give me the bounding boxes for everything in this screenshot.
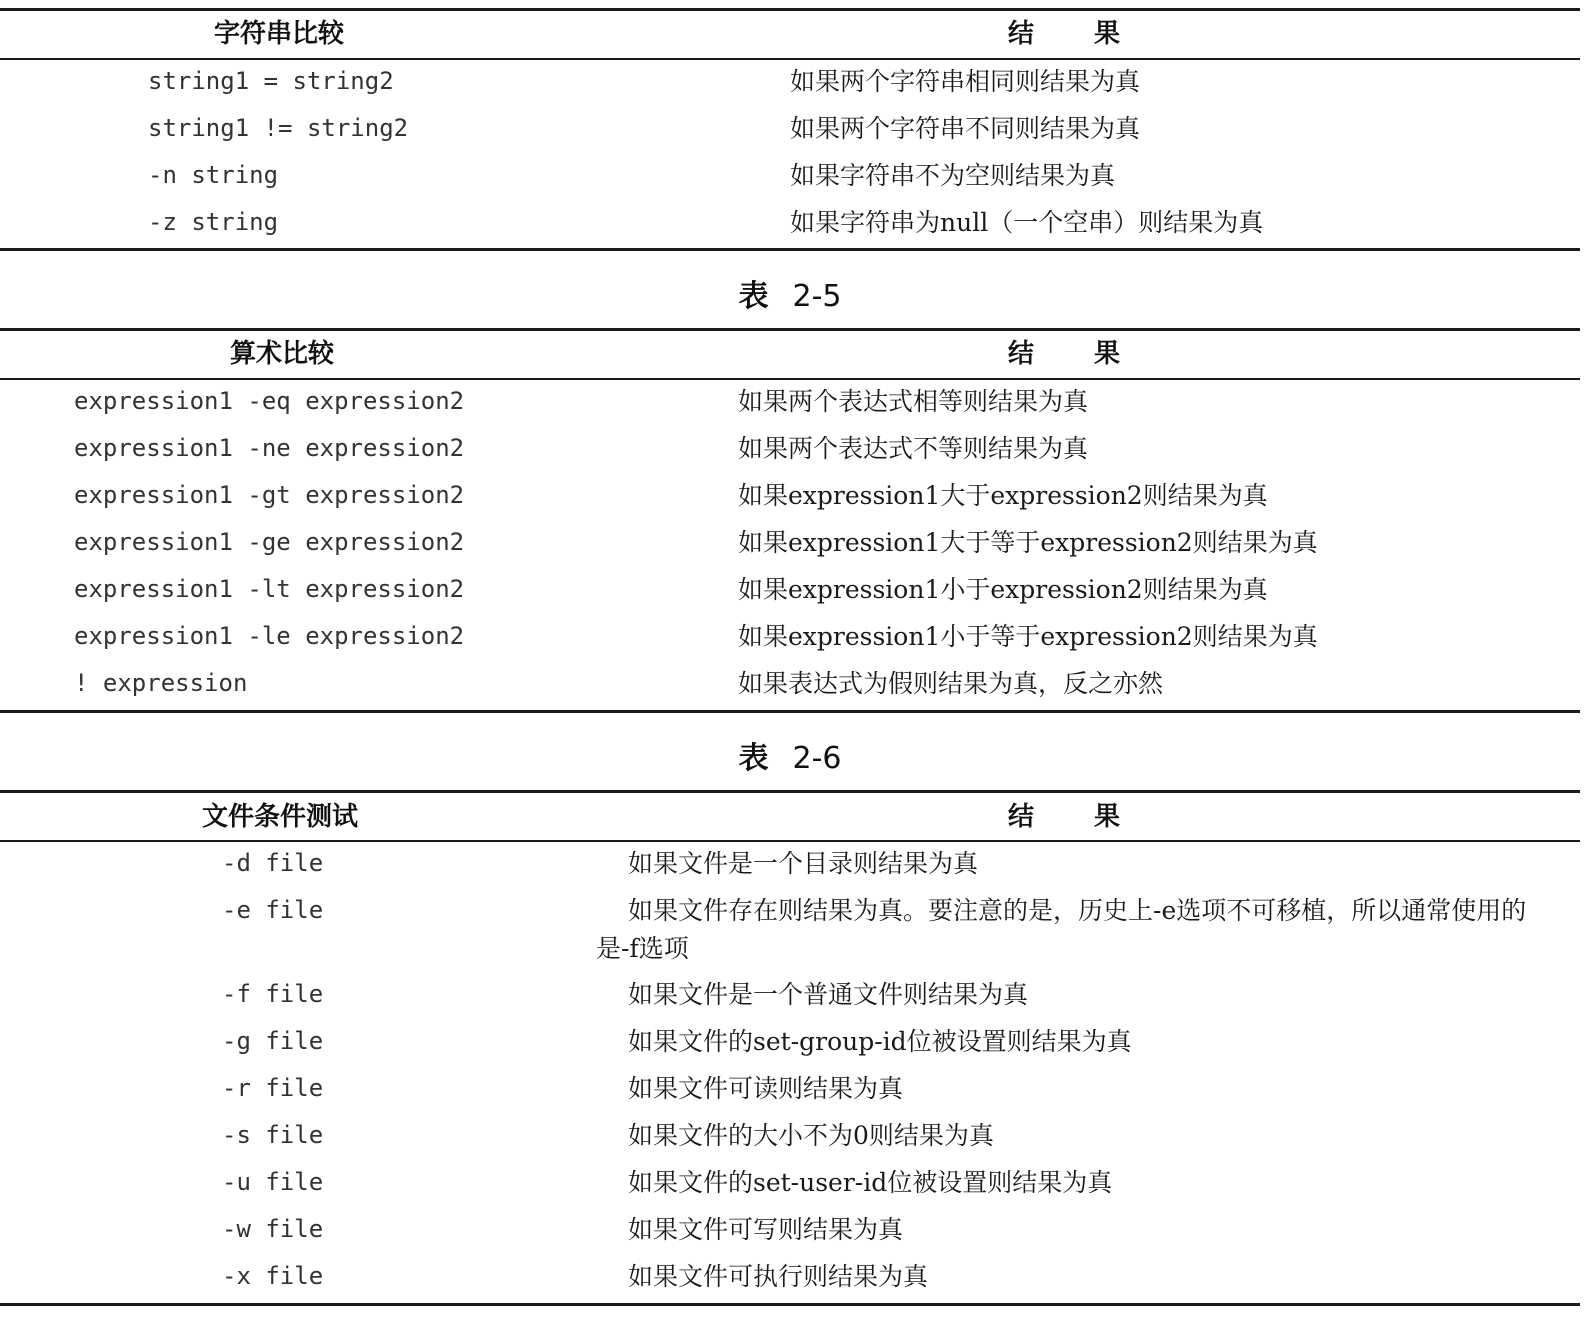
file-row-code: -r file	[222, 1074, 324, 1102]
table-caption-2-5	[0, 279, 1580, 315]
arith-row-result: 如果expression1大于expression2则结果为真	[738, 481, 1268, 510]
file-row-result: 如果文件存在则结果为真。要注意的是，历史上-e选项不可移植，所以通常使用的是-f选项	[596, 896, 1527, 963]
file-test-header: 文件条件测试	[202, 802, 359, 832]
string-row-result: 如果两个字符串不同则结果为真	[790, 114, 1141, 143]
table-top-rule	[0, 8, 1580, 11]
file-row-code: -x file	[222, 1262, 324, 1290]
file-row-code: -u file	[222, 1168, 324, 1196]
arith-row-code: expression1 -gt expression2	[74, 481, 465, 509]
file-row-code: -s file	[222, 1121, 324, 1149]
file-row-code: -g file	[222, 1027, 324, 1055]
arith-row-code: expression1 -ge expression2	[74, 528, 465, 556]
file-row-result: 如果文件的set-group-id位被设置则结果为真	[628, 1027, 1132, 1056]
file-result-header: 结果	[1008, 802, 1181, 832]
string-row-code: -z string	[148, 208, 279, 236]
arith-result-header: 结果	[1008, 339, 1181, 369]
caption-label: 表	[738, 741, 769, 776]
table-top-rule	[0, 790, 1580, 793]
string-row-result: 如果字符串为null（一个空串）则结果为真	[790, 208, 1264, 237]
arith-row-result: 如果两个表达式相等则结果为真	[738, 387, 1089, 416]
file-row-result: 如果文件是一个目录则结果为真	[628, 849, 979, 878]
arith-row-result: 如果表达式为假则结果为真，反之亦然	[738, 669, 1164, 698]
arith-row-code: expression1 -lt expression2	[74, 575, 465, 603]
table-caption-2-6	[0, 741, 1580, 777]
file-row-result: 如果文件的set-user-id位被设置则结果为真	[628, 1168, 1113, 1197]
string-row-code: string1 = string2	[148, 67, 394, 95]
file-row-result: 如果文件可执行则结果为真	[628, 1262, 929, 1291]
string-row-code: string1 != string2	[148, 114, 409, 142]
arith-row-result: 如果expression1小于等于expression2则结果为真	[738, 622, 1318, 651]
table-top-rule	[0, 328, 1580, 331]
string-row-result: 如果字符串不为空则结果为真	[790, 161, 1116, 190]
file-row-code: -d file	[222, 849, 324, 877]
header-rule	[0, 58, 1580, 60]
file-row-code: -w file	[222, 1215, 324, 1243]
string-row-code: -n string	[148, 161, 279, 189]
string-row-result: 如果两个字符串相同则结果为真	[790, 67, 1141, 96]
header-rule	[0, 840, 1580, 842]
caption-label: 表	[738, 279, 769, 314]
string-result-header: 结果	[1008, 19, 1181, 49]
file-row-code: -f file	[222, 980, 324, 1008]
file-row-result: 如果文件可写则结果为真	[628, 1215, 904, 1244]
caption-number: 2-6	[792, 741, 842, 776]
arith-row-code: expression1 -le expression2	[74, 622, 465, 650]
arith-row-result: 如果expression1小于expression2则结果为真	[738, 575, 1268, 604]
table-bottom-rule	[0, 710, 1580, 713]
caption-number: 2-5	[792, 279, 842, 314]
arith-row-result: 如果两个表达式不等则结果为真	[738, 434, 1089, 463]
string-compare-header: 字符串比较	[214, 19, 345, 49]
file-row-result: 如果文件是一个普通文件则结果为真	[628, 980, 1029, 1009]
header-rule	[0, 378, 1580, 380]
table-bottom-rule	[0, 1303, 1580, 1306]
arith-row-code: expression1 -eq expression2	[74, 387, 465, 415]
file-row-result: 如果文件可读则结果为真	[628, 1074, 904, 1103]
arith-compare-header: 算术比较	[230, 339, 335, 369]
file-row-code: -e file	[222, 896, 324, 924]
table-bottom-rule	[0, 248, 1580, 251]
arith-row-code: ! expression	[74, 669, 248, 697]
arith-row-code: expression1 -ne expression2	[74, 434, 465, 462]
file-row-result: 如果文件的大小不为0则结果为真	[628, 1121, 994, 1150]
arith-row-result: 如果expression1大于等于expression2则结果为真	[738, 528, 1318, 557]
